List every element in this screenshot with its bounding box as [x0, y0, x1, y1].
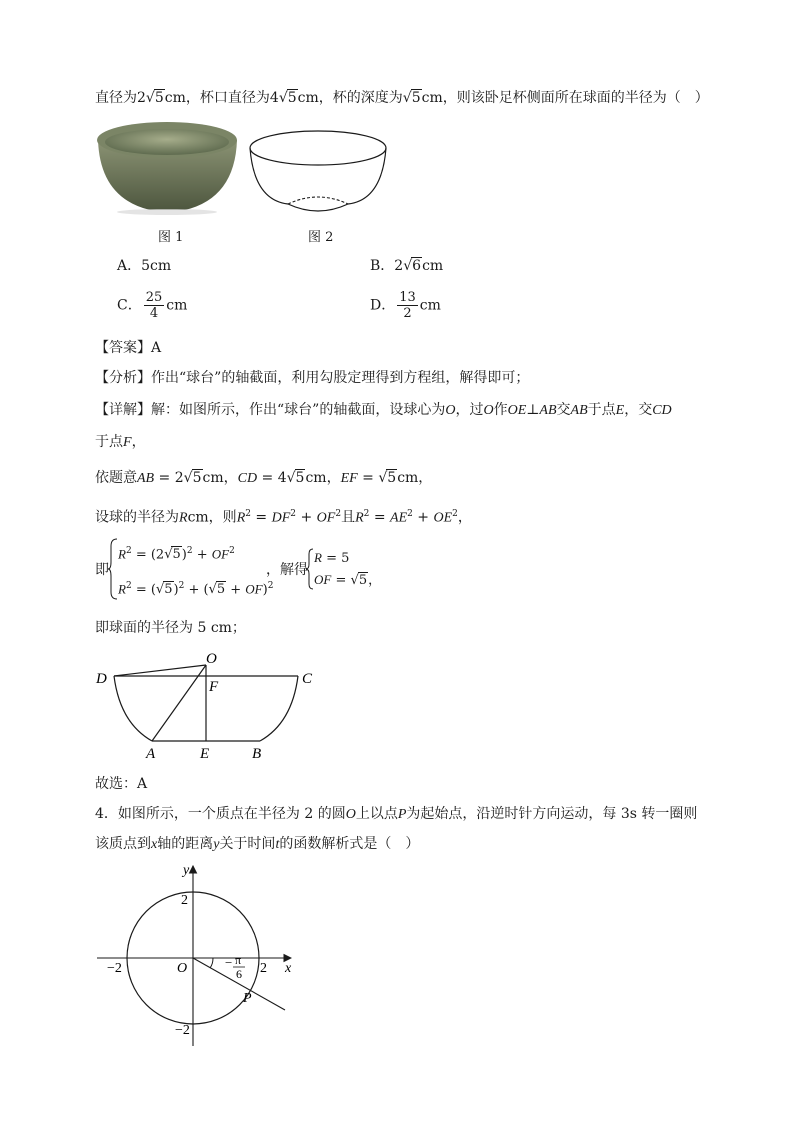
solution-r: R = 5 [314, 550, 350, 566]
solution-brace [306, 548, 314, 590]
axis-y-label: y [183, 863, 190, 878]
angle-num: π [235, 953, 242, 967]
solution-of: OF = √5， [314, 572, 382, 588]
fig1-caption: 图 1 [158, 230, 184, 245]
label-e: E [200, 746, 210, 762]
bowl-photo [95, 118, 240, 216]
angle-minus: − [225, 955, 233, 970]
choose-line: 故选：A [95, 776, 148, 792]
label-f: F [209, 679, 219, 695]
problem3-stem: 直径为2√5cm，杯口直径为4√5cm，杯的深度为√5cm，则该卧足杯侧面所在球面的半径为（ ） [95, 90, 709, 106]
option-b[interactable]: B．2√6cm [370, 258, 444, 274]
tick-right: 2 [260, 961, 267, 976]
tick-bottom: −2 [175, 1023, 190, 1038]
label-c: C [302, 671, 313, 687]
analysis-line: 【分析】作出“球台”的轴截面，利用勾股定理得到方程组，解得即可； [95, 370, 530, 386]
label-b: B [252, 746, 262, 762]
circle-graph [95, 860, 305, 1050]
radius-line: 设球的半径为Rcm，则$R^2 = DF^2 + OF^2$且$R^2 = AE^2 + OE^2$， [95, 509, 472, 526]
axis-x-label: x [285, 961, 292, 976]
answer-line: 【答案】A [95, 340, 162, 356]
solve-word: ，解得 [266, 562, 308, 578]
option-d[interactable]: D． $\frac{13}{2}$ cm [370, 290, 441, 321]
equation-2: $R^2 = (√5)^2 + (√5 + OF)^2$ [118, 581, 274, 598]
equation-1: $R^2 = (2√5)^2 + OF^2$ [118, 546, 235, 563]
problem4-line-2: 该质点到x轴的距离y关于时间t的函数解析式是（ ） [95, 836, 420, 852]
conclusion-line: 即球面的半径为 5 cm； [95, 620, 246, 636]
given-line: 依题意AB = 2√5cm，CD = 4√5cm，EF = √5cm， [95, 470, 433, 486]
point-p-label: P [243, 991, 252, 1006]
detail-line-1: 【详解】解：如图所示，作出“球台”的轴截面，设球心为O，过O作OE⊥AB交AB于点E，交CD [95, 402, 672, 418]
cross-section-diagram [90, 645, 330, 765]
bowl-diagram [248, 128, 393, 218]
label-d: D [96, 671, 107, 687]
system-prefix: 即 [95, 562, 109, 578]
system-brace [108, 538, 118, 600]
option-a[interactable]: A．5cm [117, 258, 172, 274]
label-a: A [146, 746, 156, 762]
angle-den: 6 [236, 967, 242, 981]
origin-label: O [177, 961, 188, 976]
tick-top: 2 [181, 893, 188, 908]
option-c[interactable]: C． $\frac{25}{4}$ cm [117, 290, 188, 321]
fig2-caption: 图 2 [308, 230, 334, 245]
tick-left: −2 [107, 961, 122, 976]
detail-line-2: 于点F， [95, 434, 146, 450]
label-o: O [206, 651, 217, 667]
problem4-line-1: 4．如图所示，一个质点在半径为 2 的圆O上以点P为起始点，沿逆时针方向运动，每 3s 转一圈则 [95, 806, 698, 822]
